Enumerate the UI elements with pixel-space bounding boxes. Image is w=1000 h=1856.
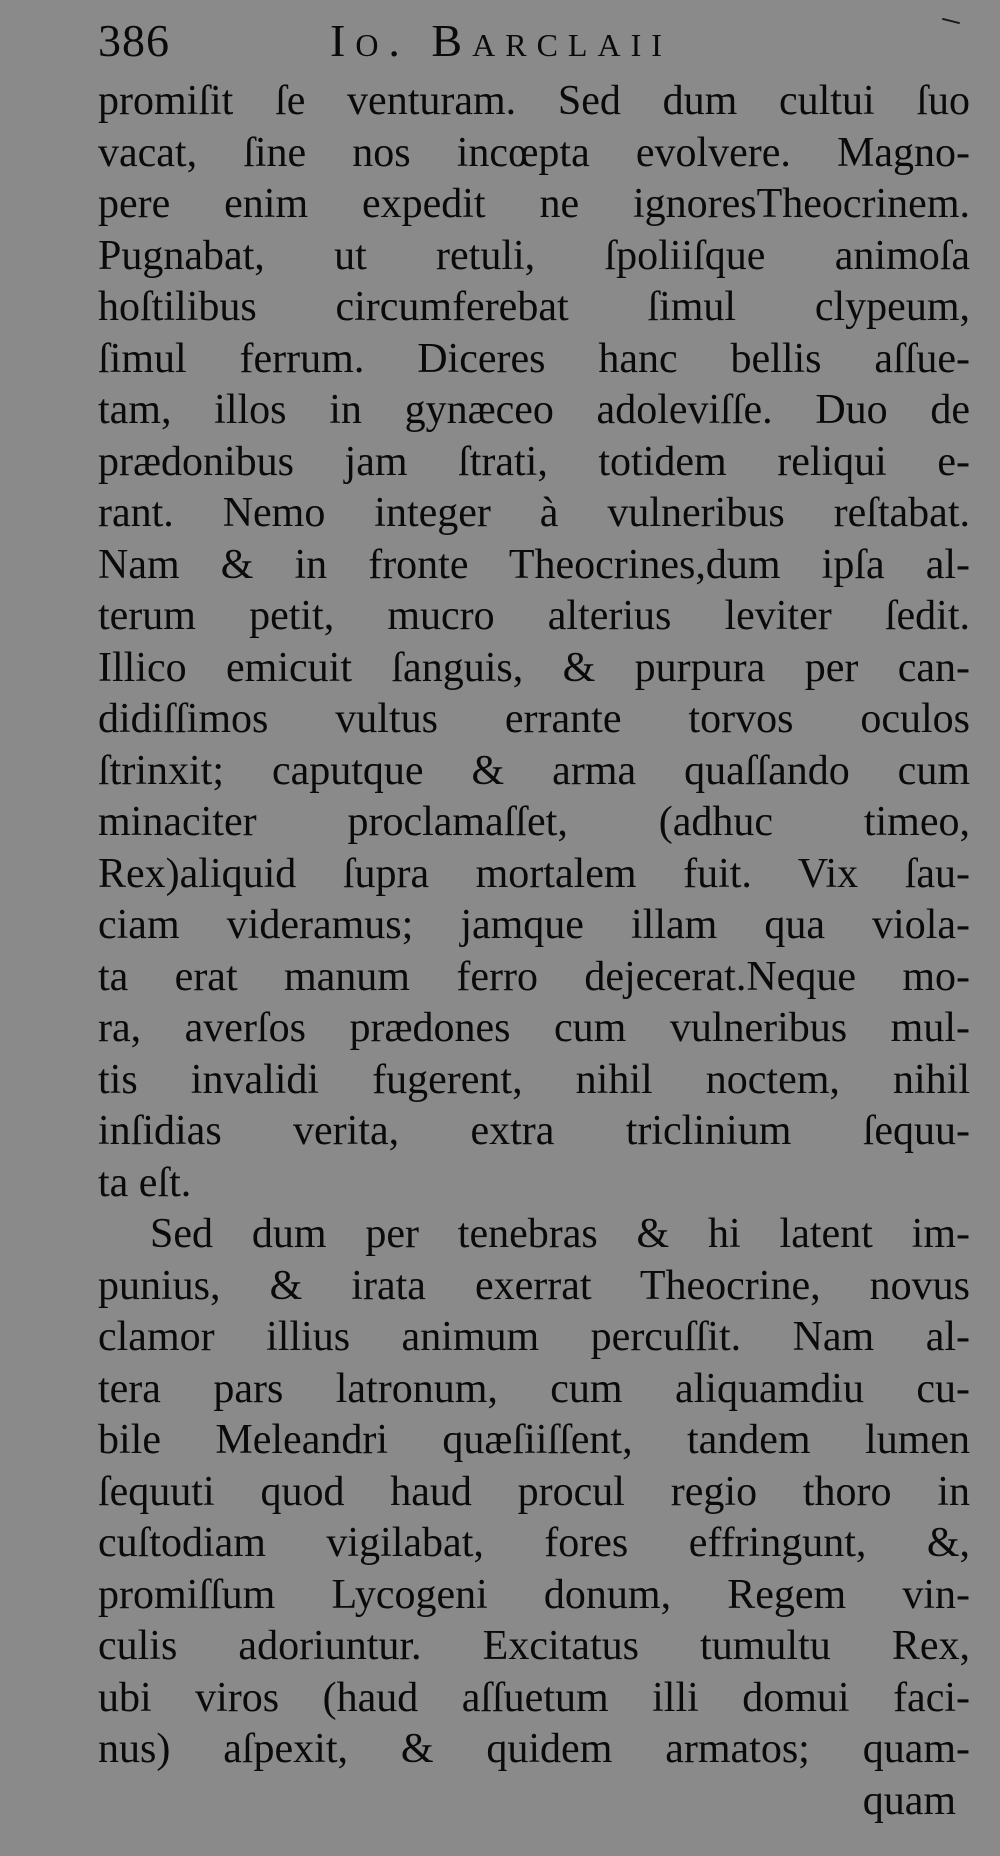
- text-line: ſequuti quod haud procul regio thoro in: [98, 1468, 970, 1515]
- text-line: Pugnabat, ut retuli, ſpoliiſque animoſa: [98, 232, 970, 279]
- text-line: ta erat manum ferro dejecerat.Neque mo-: [98, 953, 970, 1000]
- text-line: didiſſimos vultus errante torvos oculos: [98, 696, 970, 742]
- text-line: ra, averſos prædones cum vulneribus mul-: [98, 1005, 970, 1051]
- text-line: bile Meleandri quæſiiſſent, tandem lumen: [98, 1417, 970, 1463]
- text-line: inſidias verita, extra triclinium ſequu-: [98, 1108, 970, 1154]
- text-line: Illico emicuit ſanguis, & purpura per can-: [98, 644, 970, 691]
- text-line: vacat, ſine nos incœpta evolvere. Magno-: [98, 129, 970, 176]
- text-line: ta eſt.: [98, 1159, 192, 1206]
- text-line: punius, & irata exerrat Theocrine, novus: [98, 1262, 970, 1309]
- text-line: minaciter proclamaſſet, (adhuc timeo,: [98, 799, 970, 845]
- text-line: Sed dum per tenebras & hi latent im-: [150, 1211, 970, 1257]
- text-line: promiſit ſe venturam. Sed dum cultui ſuo: [98, 78, 970, 124]
- text-line: Rex)aliquid ſupra mortalem fuit. Vix ſau-: [98, 850, 970, 897]
- running-head: Io. Barclaii: [330, 15, 672, 66]
- text-line: nus) aſpexit, & quidem armatos; quam-: [98, 1726, 970, 1772]
- text-line: tis invalidi fugerent, nihil noctem, nihil: [98, 1056, 970, 1103]
- ink-mark: [942, 18, 960, 24]
- text-line: ciam videramus; jamque illam qua viola-: [98, 902, 970, 948]
- text-line: ubi viros (haud aſſuetum illi domui faci-: [98, 1674, 970, 1721]
- text-line: rant. Nemo integer à vulneribus reſtabat.: [98, 490, 970, 536]
- text-line: hoſtilibus circumferebat ſimul clypeum,: [98, 284, 970, 330]
- text-line: culis adoriuntur. Excitatus tumultu Rex,: [98, 1623, 970, 1669]
- text-line: promiſſum Lycogeni donum, Regem vin-: [98, 1571, 970, 1618]
- text-line: tam, illos in gynæceo adoleviſſe. Duo de: [98, 387, 970, 433]
- text-line: prædonibus jam ſtrati, totidem reliqui e-: [98, 438, 970, 485]
- text-line: clamor illius animum percuſſit. Nam al-: [98, 1314, 970, 1360]
- text-line: pere enim expedit ne ignoresTheocrinem.: [98, 181, 970, 227]
- page-number: 386: [98, 15, 170, 66]
- text-line: ſtrinxit; caputque & arma quaſſando cum: [98, 747, 970, 794]
- text-line: ſimul ferrum. Diceres hanc bellis aſſue-: [98, 335, 970, 382]
- text-line: cuſtodiam vigilabat, fores effringunt, &,: [98, 1520, 970, 1566]
- page-header: [98, 14, 970, 76]
- text-block: [98, 76, 970, 1827]
- text-line: quam: [862, 1777, 956, 1824]
- text-line: Nam & in fronte Theocrines,dum ipſa al-: [98, 541, 970, 588]
- text-line: terum petit, mucro alterius leviter ſedit.: [98, 593, 970, 639]
- text-line: tera pars latronum, cum aliquamdiu cu-: [98, 1365, 970, 1412]
